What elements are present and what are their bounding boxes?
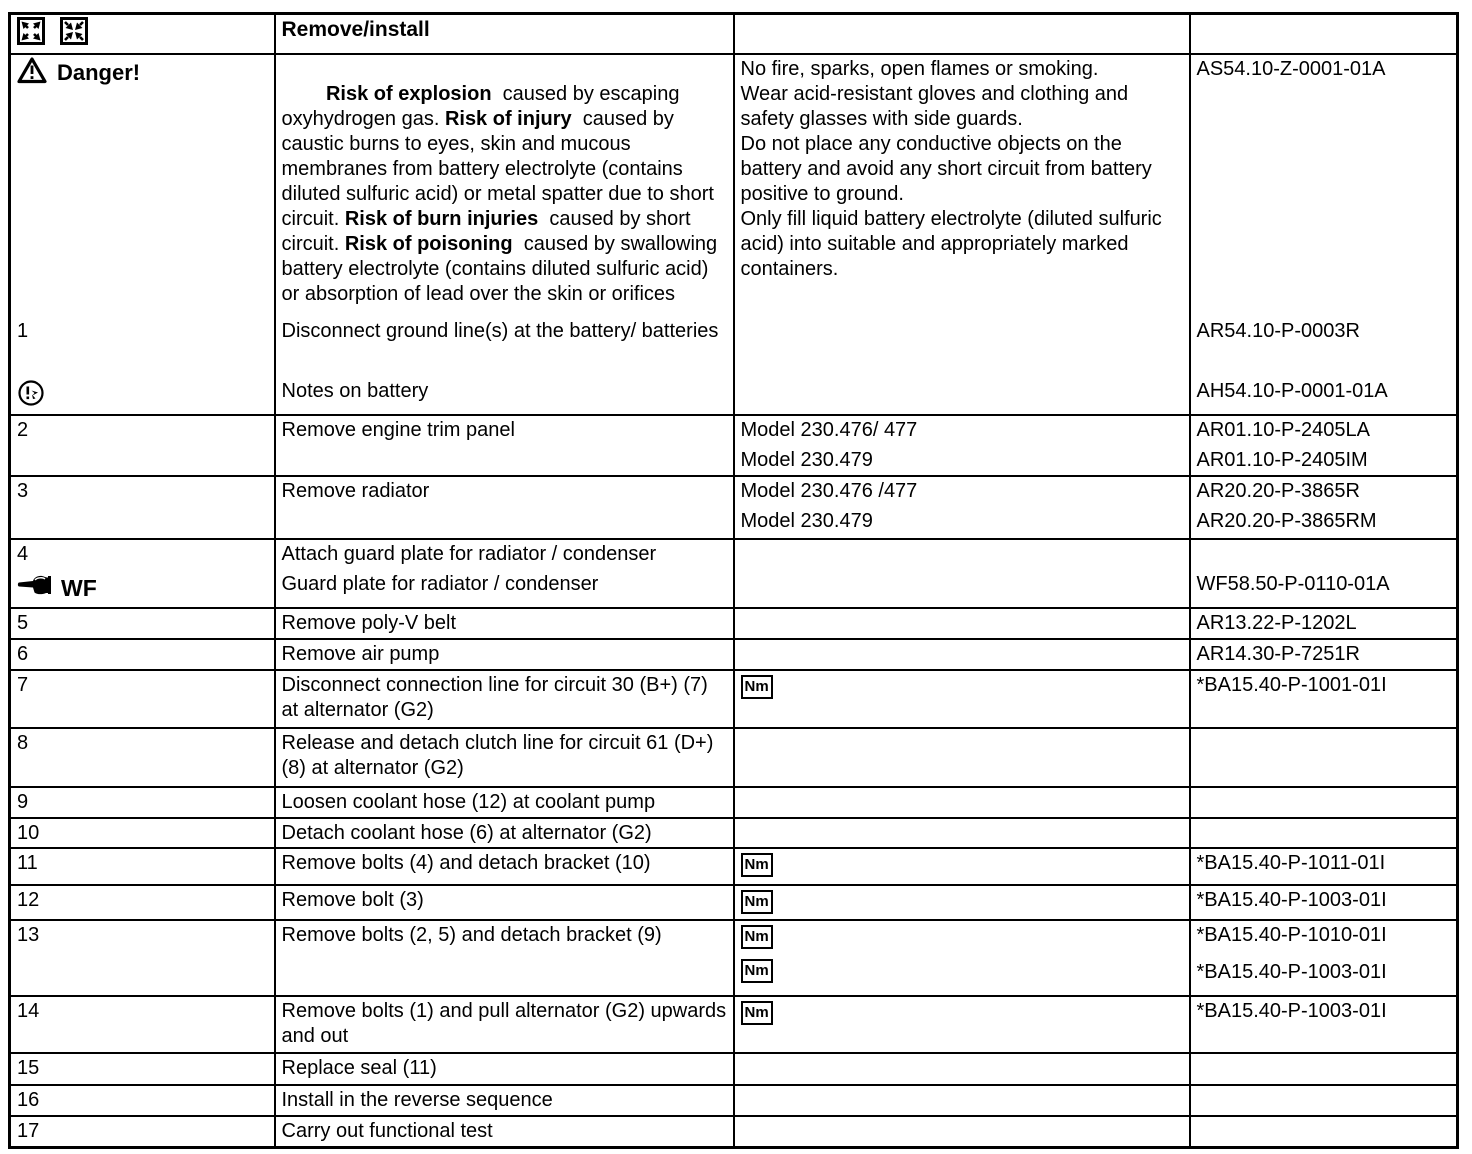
note-link-text[interactable]: Notes on battery <box>281 379 429 402</box>
nm-torque-icon[interactable]: Nm <box>741 853 773 877</box>
document-ref: AR13.22-P-1202L <box>1190 608 1458 639</box>
table-row <box>10 608 1458 639</box>
ref-cell <box>1190 728 1458 787</box>
table-row <box>10 818 1458 848</box>
torque-cell <box>734 818 1190 848</box>
step-description: Replace seal (11) <box>275 1053 734 1085</box>
expand-all-icon[interactable] <box>17 17 45 52</box>
torque-cell <box>734 920 1190 996</box>
torque-cell <box>734 996 1190 1053</box>
model-cell <box>734 608 1190 639</box>
torque-cell <box>734 670 1190 728</box>
step-description: Carry out functional test <box>275 1116 734 1148</box>
step-description: Guard plate for radiator / condenser <box>281 572 599 595</box>
warning-triangle-icon <box>17 57 47 89</box>
step-number: 14 <box>10 996 275 1053</box>
step-description: Remove bolt (3) <box>275 885 734 920</box>
pointing-hand-icon <box>17 572 53 605</box>
precaution-line: No fire, sparks, open flames or smoking. <box>740 57 1099 80</box>
step-number: 4 <box>17 542 29 565</box>
nm-torque-icon[interactable]: Nm <box>741 890 773 914</box>
nm-torque-icon[interactable]: Nm <box>741 925 773 949</box>
document-ref: *BA15.40-P-1003-01I <box>1196 960 1387 983</box>
document-ref: AR20.20-P-3865R <box>1196 479 1360 502</box>
step-description: Disconnect connection line for circuit 30 (B+) (7) at alternator (G2) <box>275 670 734 728</box>
table-row <box>10 1053 1458 1085</box>
precaution-line: Wear acid-resistant gloves and clothing and safety glasses with side guards. <box>740 82 1129 130</box>
step-description: Remove poly-V belt <box>275 608 734 639</box>
ref-cell <box>1190 1053 1458 1085</box>
document-ref: AR01.10-P-2405IM <box>1196 448 1368 471</box>
nm-torque-icon[interactable]: Nm <box>741 1001 773 1025</box>
table-row <box>10 848 1458 885</box>
step-number-cell <box>10 539 275 608</box>
ref-cell <box>1190 1085 1458 1116</box>
table-row <box>10 670 1458 728</box>
step-description: Release and detach clutch line for circuit 61 (D+) (8) at alternator (G2) <box>275 728 734 787</box>
model-cell <box>734 415 1190 476</box>
step-description: Detach coolant hose (6) at alternator (G2) <box>275 818 734 848</box>
document-ref: *BA15.40-P-1011-01I <box>1190 848 1458 885</box>
ref-cell <box>1190 415 1458 476</box>
table-row <box>10 787 1458 818</box>
document-ref: AR01.10-P-2405LA <box>1196 418 1370 441</box>
table-row <box>10 1085 1458 1116</box>
torque-cell <box>734 848 1190 885</box>
step-description: Remove radiator <box>275 476 734 539</box>
torque-cell <box>734 1053 1190 1085</box>
step-description: Remove air pump <box>275 639 734 670</box>
table-row <box>10 1116 1458 1148</box>
step-number: 17 <box>10 1116 275 1148</box>
ref-cell <box>1190 539 1458 608</box>
torque-cell <box>734 885 1190 920</box>
model-variant: Model 230.476/ 477 <box>740 418 918 441</box>
torque-cell <box>734 1116 1190 1148</box>
model-cell <box>734 476 1190 539</box>
precaution-line: Do not place any conductive objects on the battery and avoid any short circuit from battery positive to ground. <box>740 132 1152 205</box>
note-circle-icon[interactable] <box>17 379 270 414</box>
header-empty-cell-1 <box>734 14 1190 54</box>
procedure-table <box>8 12 1459 1149</box>
danger-left-cell <box>10 54 275 415</box>
document-ref: *BA15.40-P-1003-01I <box>1190 885 1458 920</box>
table-row <box>10 476 1458 539</box>
document-ref: *BA15.40-P-1001-01I <box>1190 670 1458 728</box>
table-row <box>10 920 1458 996</box>
step-number: 6 <box>10 639 275 670</box>
table-row <box>10 996 1458 1053</box>
step-number: 12 <box>10 885 275 920</box>
document-ref: AH54.10-P-0001-01A <box>1196 379 1388 402</box>
step-number: 7 <box>10 670 275 728</box>
step-description: Remove engine trim panel <box>275 415 734 476</box>
step-description: Disconnect ground line(s) at the battery/ batteries <box>281 319 719 342</box>
step-number: 13 <box>10 920 275 996</box>
step-number: 16 <box>10 1085 275 1116</box>
header-row <box>10 14 1458 54</box>
document-ref: AR54.10-P-0003R <box>1196 319 1360 342</box>
step-number: 11 <box>10 848 275 885</box>
document-ref: *BA15.40-P-1003-01I <box>1190 996 1458 1053</box>
step-description: Attach guard plate for radiator / condenser <box>281 542 657 565</box>
model-cell <box>734 539 1190 608</box>
step-number: 10 <box>10 818 275 848</box>
model-variant: Model 230.479 <box>740 448 873 471</box>
wf-label: WF <box>61 574 97 601</box>
model-cell <box>734 639 1190 670</box>
ref-cell <box>1190 476 1458 539</box>
precaution-line: Only fill liquid battery electrolyte (diluted sulfuric acid) into suitable and appropriately marked containers. <box>740 207 1162 280</box>
danger-label: Danger! <box>57 60 141 85</box>
header-empty-cell-2 <box>1190 14 1458 54</box>
table-row <box>10 415 1458 476</box>
step-number: 1 <box>17 319 29 342</box>
header-title-cell <box>275 14 734 54</box>
ref-cell <box>1190 787 1458 818</box>
step-number: 8 <box>10 728 275 787</box>
model-variant: Model 230.479 <box>740 509 873 532</box>
ref-cell <box>1190 1116 1458 1148</box>
step-number: 9 <box>10 787 275 818</box>
ref-cell <box>1190 920 1458 996</box>
step-description: Remove bolts (1) and pull alternator (G2) upwards and out <box>275 996 734 1053</box>
table-row <box>10 885 1458 920</box>
header-icons-cell <box>10 14 275 54</box>
table-row <box>10 539 1458 608</box>
step-number: 3 <box>10 476 275 539</box>
step-description: Remove bolts (4) and detach bracket (10) <box>275 848 734 885</box>
model-variant: Model 230.476 /477 <box>740 479 918 502</box>
danger-text: Risk of explosion caused by escaping oxyhydrogen gas. Risk of injury caused by caustic burns to eyes, skin and mucous membranes from battery electrolyte (contains diluted sulfuric acid) or metal spatter due to short circuit. Risk of burn injuries caused by short circuit. Risk of poisoning caused by swallowing battery electrolyte (contains diluted sulfuric acid) or absorption of lead over the skin or orifices <box>281 82 723 305</box>
nm-torque-icon[interactable]: Nm <box>741 959 773 983</box>
torque-cell <box>734 787 1190 818</box>
danger-desc-cell <box>275 54 734 415</box>
table-row <box>10 639 1458 670</box>
step-description: Install in the reverse sequence <box>275 1085 734 1116</box>
step-number: 2 <box>10 415 275 476</box>
document-ref: AR14.30-P-7251R <box>1190 639 1458 670</box>
danger-ref-cell <box>1190 54 1458 415</box>
table-title: Remove/install <box>281 18 430 41</box>
step-number: 15 <box>10 1053 275 1085</box>
document-ref: AS54.10-Z-0001-01A <box>1196 57 1386 80</box>
table-row <box>10 728 1458 787</box>
ref-cell <box>1190 818 1458 848</box>
step-description-cell <box>275 539 734 608</box>
step-description: Loosen coolant hose (12) at coolant pump <box>275 787 734 818</box>
document-ref: WF58.50-P-0110-01A <box>1196 572 1390 595</box>
step-description: Remove bolts (2, 5) and detach bracket (9) <box>275 920 734 996</box>
document-ref: AR20.20-P-3865RM <box>1196 509 1377 532</box>
danger-row <box>10 54 1458 415</box>
danger-precautions-cell <box>734 54 1190 415</box>
torque-cell <box>734 728 1190 787</box>
collapse-all-icon[interactable] <box>60 17 88 52</box>
nm-torque-icon[interactable]: Nm <box>741 675 773 699</box>
torque-cell <box>734 1085 1190 1116</box>
document-ref: *BA15.40-P-1010-01I <box>1196 923 1387 946</box>
danger-label-group <box>17 57 270 89</box>
step-number: 5 <box>10 608 275 639</box>
